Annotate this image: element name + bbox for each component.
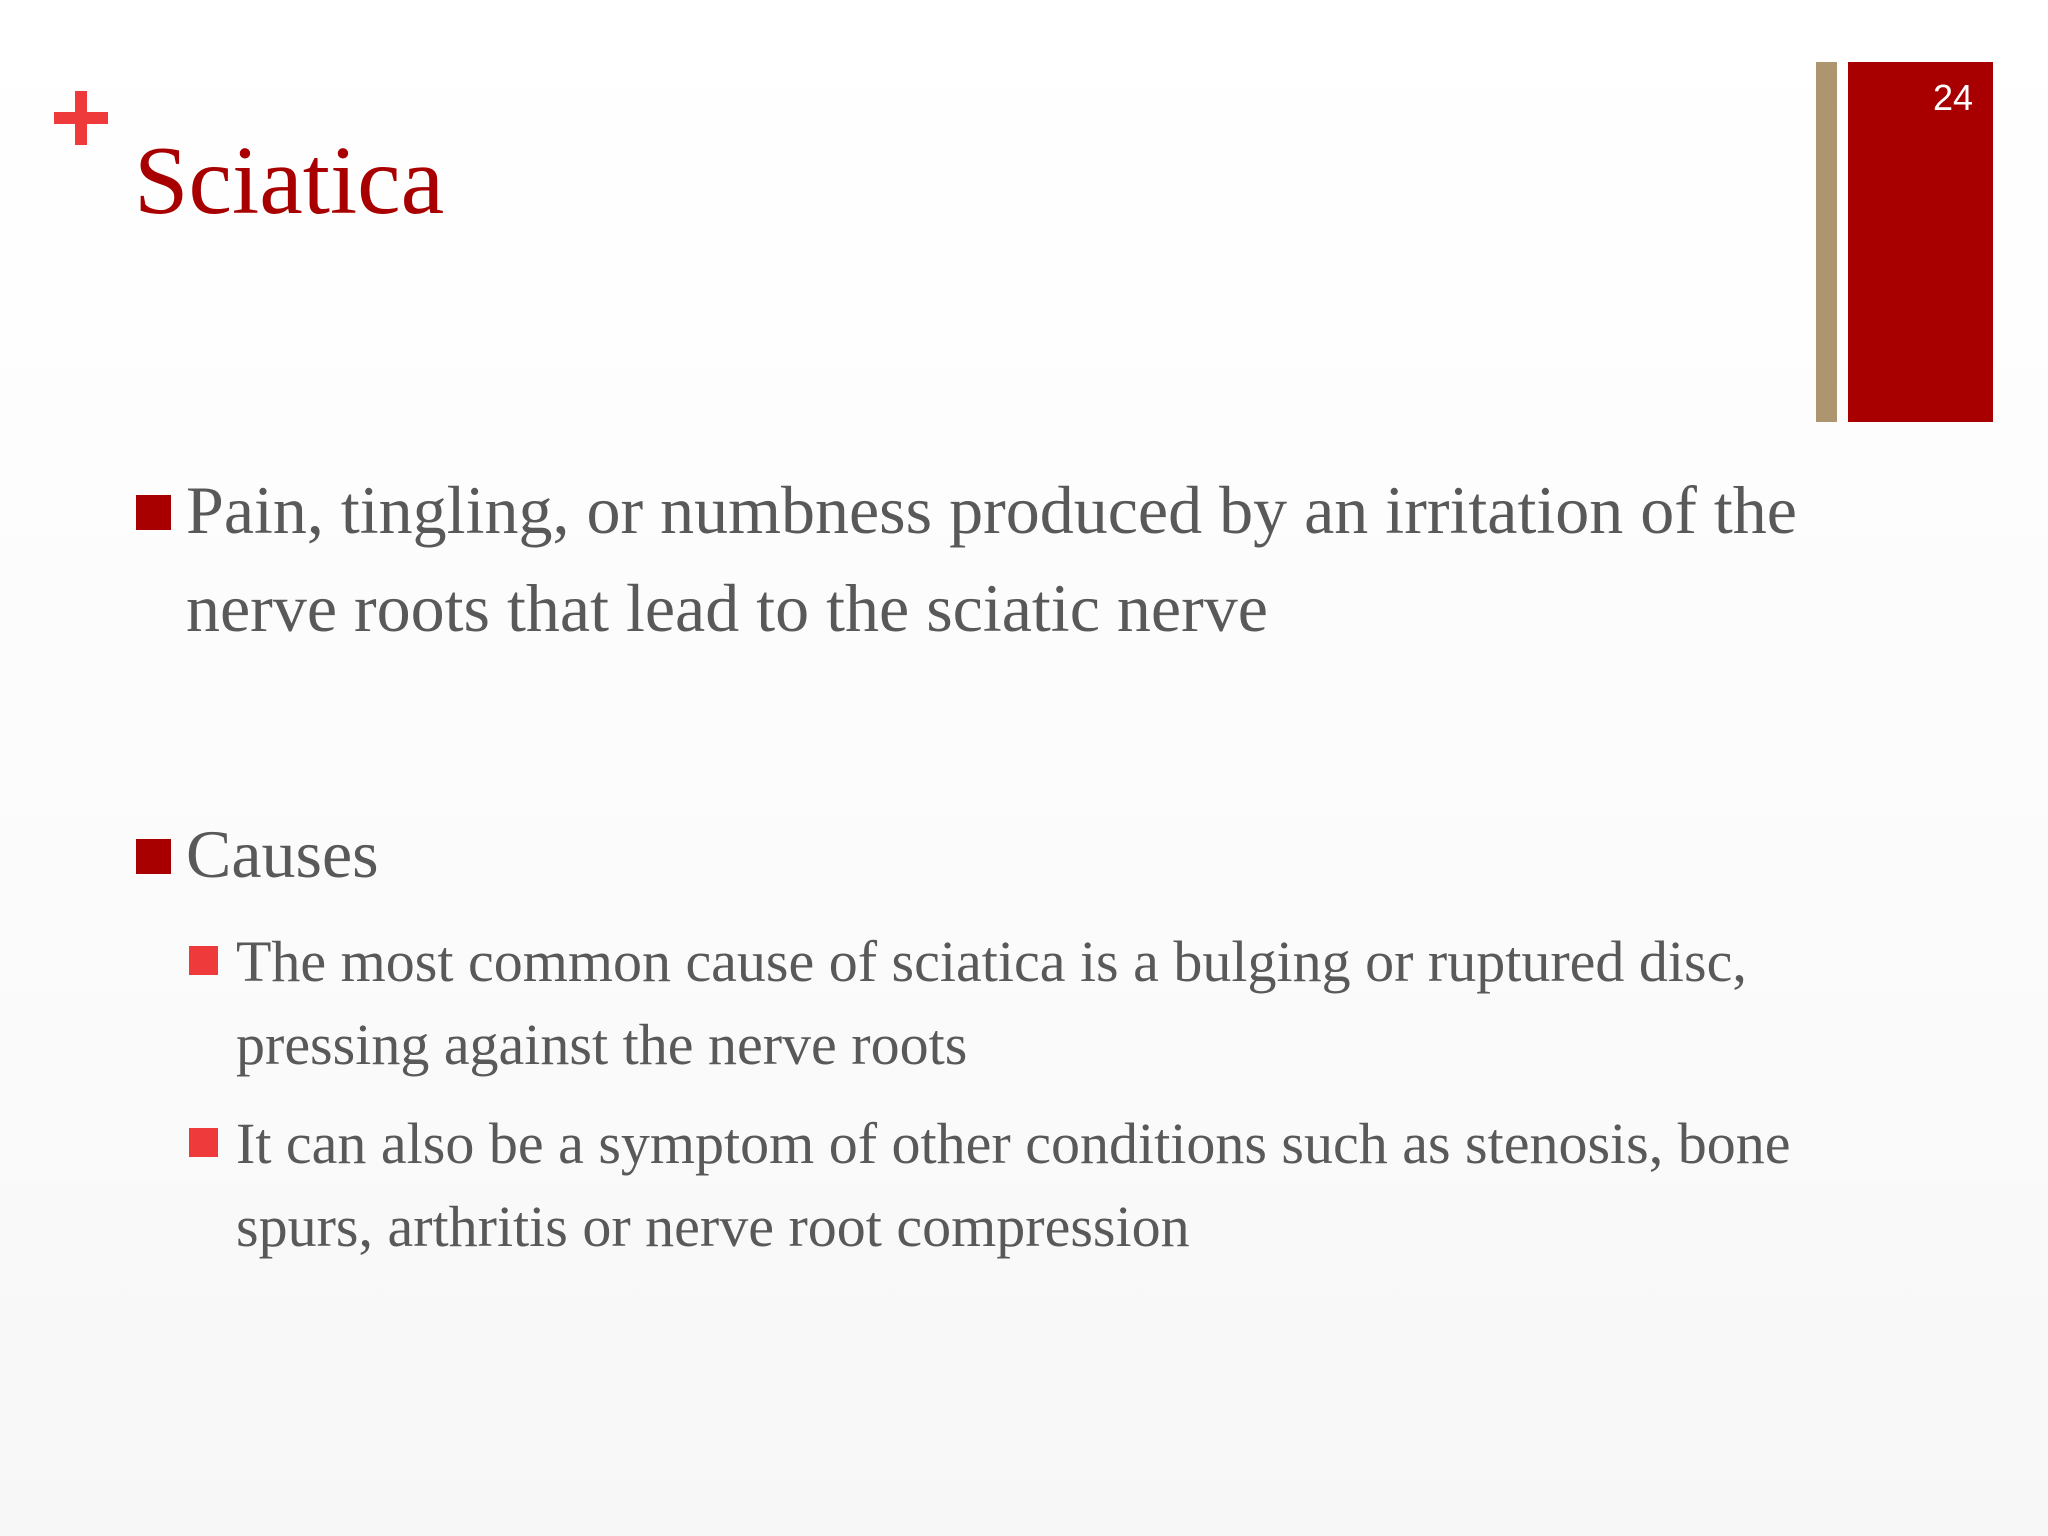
sub-bullet-marker [189, 1128, 218, 1157]
bullet-marker [136, 839, 171, 874]
bullet-marker [136, 495, 171, 530]
sub-bullet-marker [189, 946, 218, 975]
slide-title: Sciatica [134, 127, 445, 235]
sub-bullet-item: It can also be a symptom of other conditions such as stenosis, bone spurs, arthritis or nerve root compression [236, 1111, 1791, 1259]
sub-bullet-item: The most common cause of sciatica is a bulging or ruptured disc, pressing against the nerve roots [236, 929, 1747, 1077]
bullet-item: Pain, tingling, or numbness produced by an irritation of the nerve roots that lead to the sciatic nerve [186, 472, 1797, 646]
bullet-item: Causes [186, 816, 379, 892]
slide-number: 24 [1932, 77, 1973, 118]
